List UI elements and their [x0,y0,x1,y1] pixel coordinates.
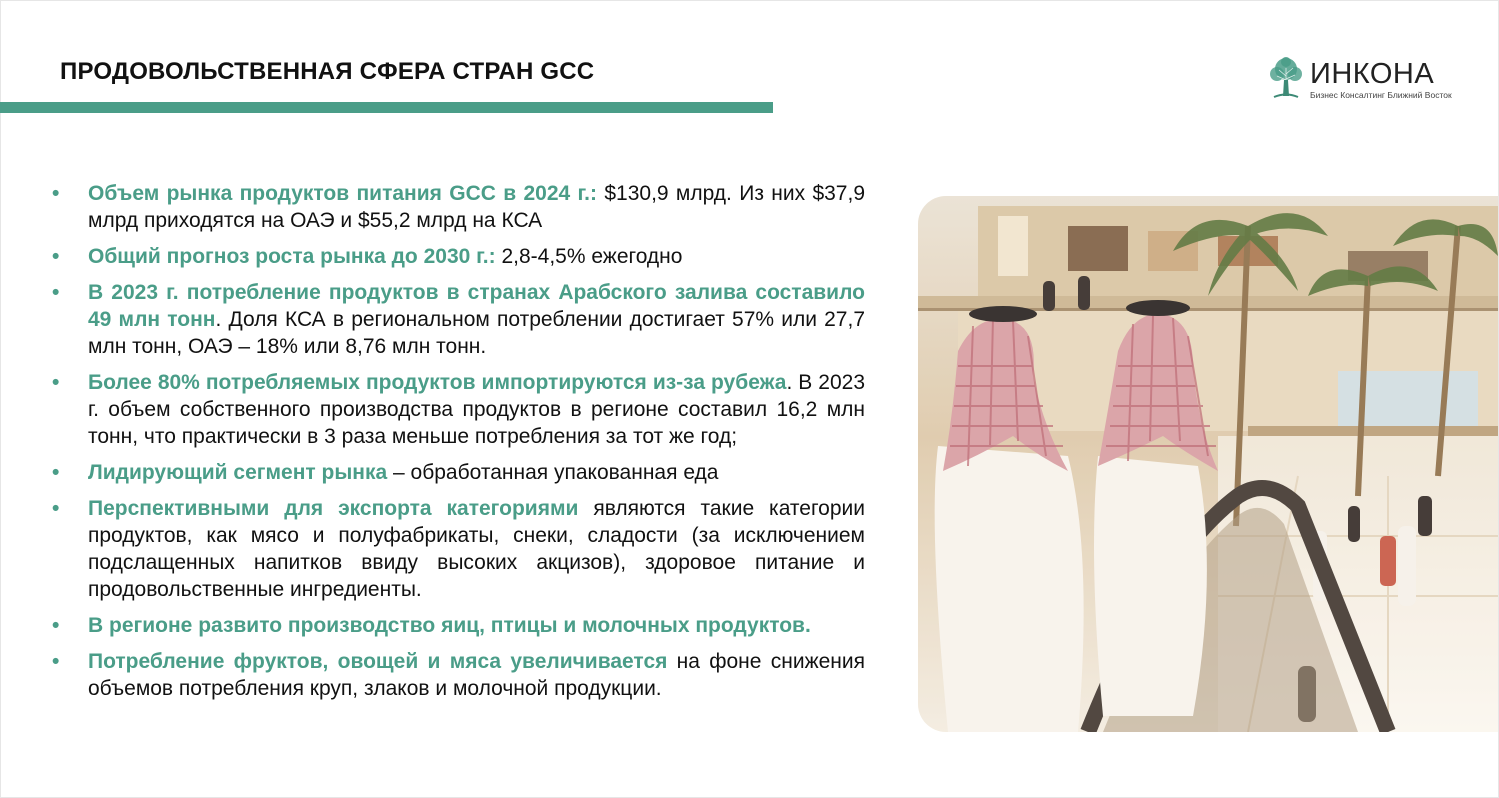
bullet-lead: Лидирующий сегмент рынка [88,461,388,484]
shopping-mall-photo [918,196,1498,732]
bullet-marker: • [52,371,60,394]
bullet-marker: • [52,650,60,673]
bullet-lead: Перспективными для экспорта категориями [88,497,579,520]
bullet-lead: В регионе развито производство яиц, птицы и молочных продуктов. [88,614,811,637]
bullet-text: 2,8-4,5% ежегодно [495,245,683,268]
bullet-text: . Доля КСА в региональном потреблении достигает 57% или 27,7 млн тонн, ОАЭ – 18% или 8,76 млн тонн. [88,308,865,358]
bullet-lead: В 2023 г. потребление продуктов в странах Арабского залива составило 49 млн тонн [88,281,865,331]
bullet-marker: • [52,461,60,484]
company-logo [1266,56,1456,102]
bullet-lead: Более 80% потребляемых продуктов импортируются из-за рубежа [88,371,787,394]
bullet-marker: • [52,614,60,637]
mall-illustration [918,196,1498,732]
bullet-item [52,648,865,702]
logo-tagline: Бизнес Консалтинг Ближний Восток [1310,90,1452,100]
bullet-item [52,369,865,450]
page-title: ПРОДОВОЛЬСТВЕННАЯ СФЕРА СТРАН GCC [60,58,595,85]
bullet-text: являются такие категории продуктов, как мясо и полуфабрикаты, снеки, сладости (за исключением подслащенных напитков ввиду высоких акцизов), здоровое питание и продовольственные ингредиенты. [88,497,865,601]
bullet-lead: Потребление фруктов, овощей и мяса увеличивается [88,650,668,673]
bullet-text: $130,9 млрд. Из них $37,9 млрд приходятся на ОАЭ и $55,2 млрд на КСА [88,182,865,232]
bullet-marker: • [52,182,60,205]
tree-icon [1266,56,1306,100]
bullet-list [52,180,865,702]
bullet-text: . В 2023 г. объем собственного производства продуктов в регионе составил 16,2 млн тонн, что практически в 3 раза меньше потребления за тот же год; [88,371,865,448]
title-underline-bar [0,102,773,113]
bullet-marker: • [52,245,60,268]
bullet-lead: Объем рынка продуктов питания GCC в 2024 г.: [88,182,598,205]
logo-wordmark: ИНКОНА [1310,58,1435,90]
bullet-text: на фоне снижения объемов потребления круп, злаков и молочной продукции. [88,650,865,700]
bullet-item [52,279,865,360]
bullet-item [52,495,865,603]
bullet-marker: • [52,281,60,304]
bullet-item [52,180,865,234]
bullet-marker: • [52,497,60,520]
bullet-item [52,243,865,270]
bullet-lead: Общий прогноз роста рынка до 2030 г.: [88,245,496,268]
bullet-item [52,612,865,639]
bullet-text: – обработанная упакованная еда [387,461,719,484]
bullet-item [52,459,865,486]
